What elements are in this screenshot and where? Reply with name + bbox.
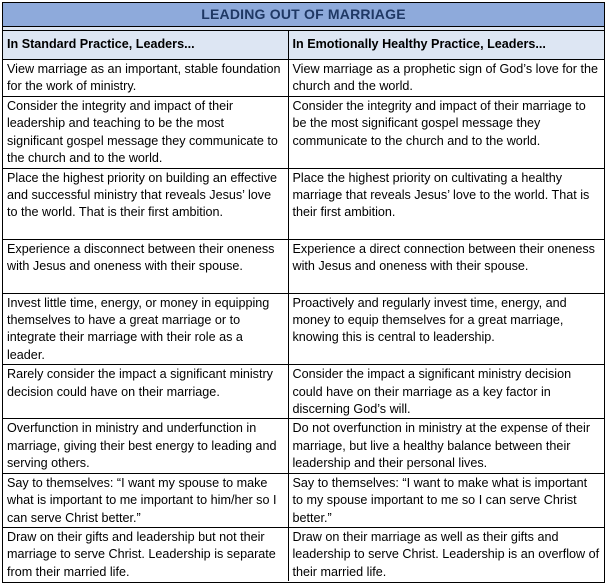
header-row bbox=[3, 31, 604, 60]
header-healthy-practice: In Emotionally Healthy Practice, Leaders... bbox=[288, 31, 604, 60]
table-row bbox=[3, 527, 604, 581]
healthy-cell: Say to themselves: “I want to make what is important to my spouse important to me so I can serve Christ better.” bbox=[288, 473, 604, 527]
table-row bbox=[3, 168, 604, 239]
header-standard-practice: In Standard Practice, Leaders... bbox=[3, 31, 288, 60]
healthy-cell: Do not overfunction in ministry at the expense of their marriage, but live a healthy balance between their leadership and their personal lives. bbox=[288, 419, 604, 473]
table-row bbox=[3, 293, 604, 365]
table-row bbox=[3, 365, 604, 419]
healthy-cell: Consider the impact a significant ministry decision could have on their marriage as a key factor in discerning God’s will. bbox=[288, 365, 604, 419]
comparison-table bbox=[2, 2, 605, 583]
healthy-cell: Consider the integrity and impact of their marriage to be the most significant gospel message they communicate to the church and to the world. bbox=[288, 97, 604, 169]
healthy-cell: Draw on their marriage as well as their gifts and leadership to serve Christ. Leadership is an overflow of their married life. bbox=[288, 527, 604, 581]
healthy-cell: View marriage as a prophetic sign of God’s love for the church and the world. bbox=[288, 60, 604, 97]
standard-cell: View marriage as an important, stable foundation for the work of ministry. bbox=[3, 60, 288, 97]
standard-cell: Draw on their gifts and leadership but not their marriage to serve Christ. Leadership is separate from their married life. bbox=[3, 527, 288, 581]
table-row bbox=[3, 60, 604, 97]
table-row bbox=[3, 97, 604, 169]
healthy-cell: Proactively and regularly invest time, energy, and money to equip themselves for a great marriage, knowing this is central to leadership. bbox=[288, 293, 604, 365]
standard-cell: Say to themselves: “I want my spouse to make what is important to me important to him/her so I can serve Christ better.” bbox=[3, 473, 288, 527]
table-row bbox=[3, 239, 604, 293]
table-title: LEADING OUT OF MARRIAGE bbox=[3, 3, 604, 27]
healthy-cell: Place the highest priority on cultivating a healthy marriage that reveals Jesus’ love to the world. That is their first ambition. bbox=[288, 168, 604, 239]
table-row bbox=[3, 473, 604, 527]
standard-cell: Consider the integrity and impact of their leadership and teaching to be the most significant gospel message they communicate to the church and to the world. bbox=[3, 97, 288, 169]
healthy-cell: Experience a direct connection between their oneness with Jesus and oneness with their spouse. bbox=[288, 239, 604, 293]
standard-cell: Overfunction in ministry and underfunction in marriage, giving their best energy to leading and serving others. bbox=[3, 419, 288, 473]
standard-cell: Rarely consider the impact a significant ministry decision could have on their marriage. bbox=[3, 365, 288, 419]
standard-cell: Experience a disconnect between their oneness with Jesus and oneness with their spouse. bbox=[3, 239, 288, 293]
standard-cell: Place the highest priority on building an effective and successful ministry that reveals Jesus’ love to the world. That is their first ambition. bbox=[3, 168, 288, 239]
standard-cell: Invest little time, energy, or money in equipping themselves to have a great marriage or to integrate their marriage with their role as a leader. bbox=[3, 293, 288, 365]
comparison-grid bbox=[3, 31, 604, 581]
table-row bbox=[3, 419, 604, 473]
